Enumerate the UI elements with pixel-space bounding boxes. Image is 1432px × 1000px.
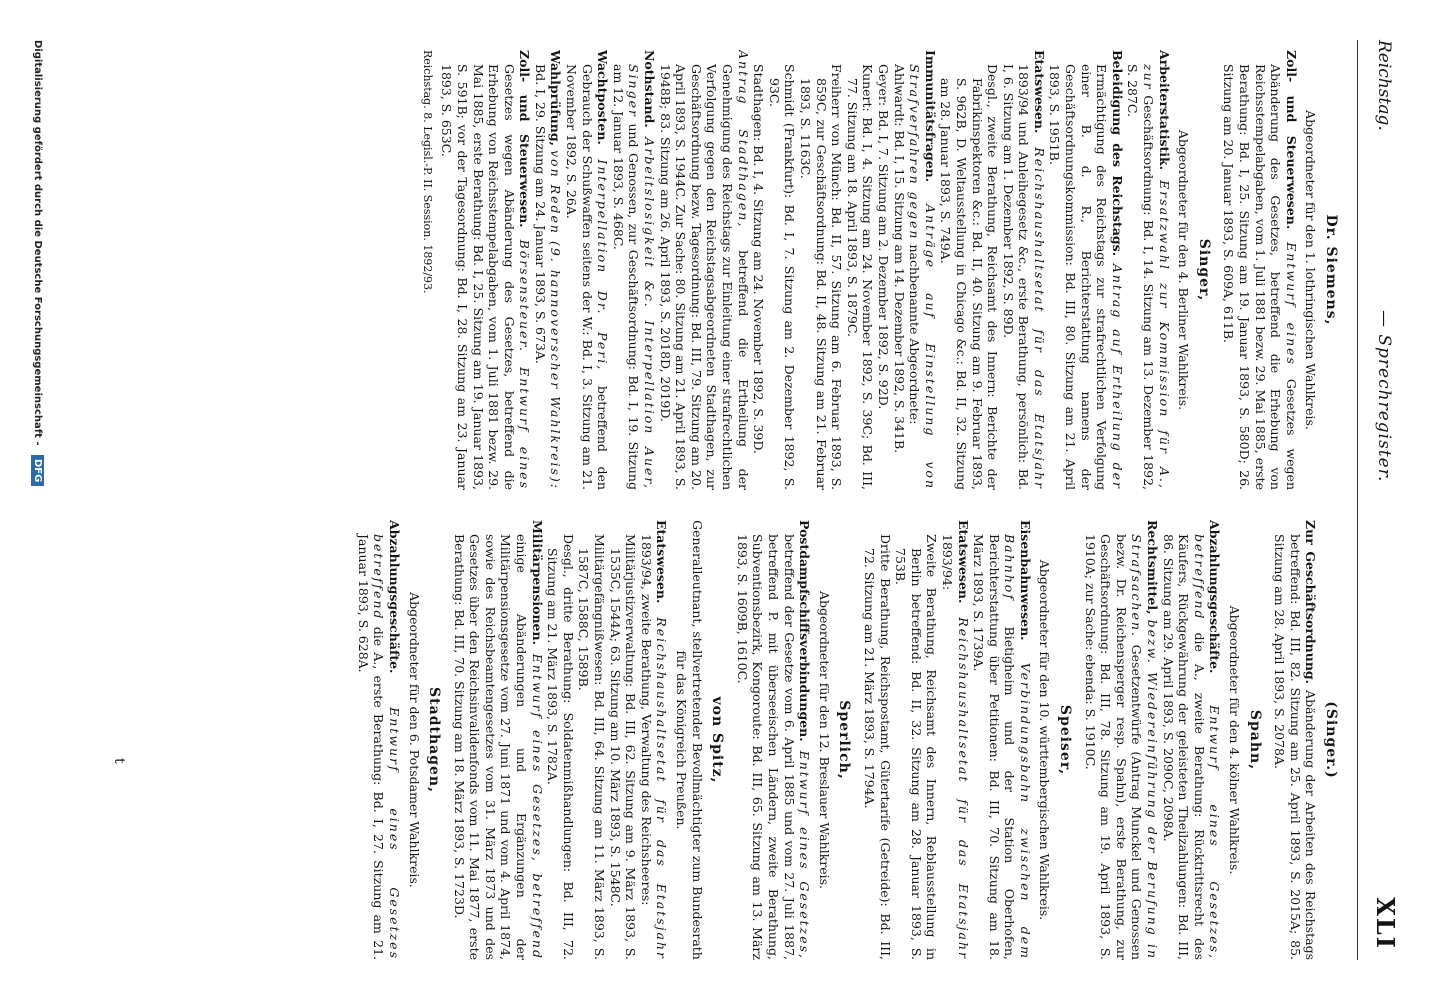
register-entry — [1125, 50, 1172, 490]
member-name: Sperlich, — [836, 700, 853, 780]
sub-entry: Militärgefängnißwesen: Bd. III, 64. Sitzung am 11. März 1893, S. 1587C, 1588C, 1589B. — [576, 534, 608, 960]
entry-keyword: Abzahlungsgeschäfte. — [386, 520, 402, 674]
sub-entry: Dritte Berathung, Reichspostamt, Gütertarife (Getreide): Bd. III, 72. Sitzung am 21. März 1893, S. 1794A. — [861, 534, 893, 960]
entry-keyword: Militärpensionen. — [529, 520, 545, 645]
member-role: Abgeordneter für den 6. Potsdamer Wahlkreis. — [406, 592, 422, 888]
sub-entry: Kunert: Bd. I, 4. Sitzung am 24. November 1892, S. 39C; Bd. III, 77. Sitzung am 18. April 1893, S. 1879C. — [844, 64, 876, 490]
register-entry — [610, 50, 657, 490]
member-name: Speiser, — [1057, 704, 1074, 776]
register-entry — [439, 50, 533, 490]
register-entry — [971, 520, 1033, 960]
register-entry — [939, 520, 970, 960]
entry-keyword: Zoll- und Steuerwesen. — [1283, 50, 1299, 230]
watermark-text: Digitalisierung gefördert durch die Deutsche Forschungsgemeinschaft - — [32, 40, 43, 446]
entry-keyword: Abzahlungsgeschäfte. — [1207, 520, 1223, 674]
entry-keyword: Nothstand. — [642, 50, 658, 128]
member-name: Singer, — [1195, 238, 1212, 302]
signature-line: Reichstag. 8. Legisl.-P. II. Session. 1892/93. — [420, 50, 434, 294]
entry-subject: Reichshaushaltsetat für das Etatsjahr — [1031, 147, 1047, 490]
entry-subject: von Reden (9. hannoverscher Wahlkreis): — [548, 150, 564, 490]
entry-text: betreffend der Gesetze vom 6. April 1885 und vom 27. Juli 1887, betreffend P. mit überseeischen Ländern, zweite Berathung, Subventionsbezirk, Kongoroute: Bd. III, 65. Sitzung am 13. März 1893, S. 1609B, 1610C. — [734, 534, 797, 960]
member-role: Abgeordneter für den 4. kölner Wahlkreis. — [1227, 605, 1243, 875]
entry-keyword: Zur Geschäftsordnung. — [1303, 520, 1319, 684]
page-number: XLI — [1371, 897, 1400, 950]
register-entry — [564, 50, 611, 490]
entry-text: nachbenannte Abgeordnete: — [907, 244, 923, 425]
page-header — [1362, 40, 1402, 960]
entry-text: betreffend den Gebrauch der Schußwaffen seitens der W.: Bd. I, 3. Sitzung am 21. November 1892, S. 26A. — [564, 64, 611, 490]
register-entry — [638, 520, 669, 960]
entry-keyword: Immunitätsfragen. — [922, 50, 938, 183]
register-entry — [1082, 520, 1160, 960]
header-rule — [1357, 40, 1358, 960]
entry-subject: bezw. Wiedereinführung der Berufung in Strafsachen. — [1129, 534, 1161, 960]
register-entry — [1000, 50, 1047, 490]
entry-subject: Anträge auf Einstellung von Strafverfahren gegen — [907, 64, 938, 490]
entry-keyword: Arbeiterstatistik. — [1156, 50, 1172, 171]
member-role: Abgeordneter für den 1. lothringischen Wahlkreis. — [1303, 110, 1319, 430]
member-role: Abgeordneter für den 12. Breslauer Wahlkreis. — [816, 590, 832, 890]
entry-text: Geschäftsordnung: Bd. I, 14. Sitzung am 13. Dezember 1892, S. 287C. — [1125, 64, 1157, 490]
entry-keyword: Beleidigung des Reichstags. — [1109, 50, 1125, 257]
register-entry — [532, 50, 563, 490]
entry-text: die A., zweite Berathung: Rücktrittsrecht des Käufers, Rückgewährung der geleisteten Theilzahlungen: Bd. III, 86. Sitzung am 29. April 1893, S. 2090C, 2098A. — [1160, 534, 1207, 960]
entry-subject: Antrag Stadthagen, — [735, 50, 751, 229]
sub-entry: Ahlwardt: Bd. I, 15. Sitzung am 14. Dezember 1892, S. 341B. — [891, 64, 907, 454]
entry-subject: Entwurf eines Gesetzes, — [797, 750, 813, 960]
entry-subject: Entwurf eines — [1283, 242, 1299, 366]
entry-text: Abänderung der Arbeiten des Reichstags betreffend: Bd. III, 82. Sitzung am 25. April 1893, S. 2015A; 85. Sitzung am 28. April 1893, S. 2078A. — [1272, 534, 1319, 960]
register-entry — [907, 50, 938, 490]
entry-subject: Entwurf eines Gesetzes, betreffend — [529, 653, 545, 960]
entry-subject: Interpellation Dr. Peri, — [595, 159, 611, 372]
entry-keyword: Etatswesen. — [1031, 50, 1047, 134]
entry-subject: Verbindungsbahn zwischen dem Bahnhof — [1002, 534, 1033, 960]
entry-text: betreffend die Ertheilung der Genehmigung des Reichstags zur Einleitung einer strafrechtlichen Verfolgung gegen den Reichstagsabgeordneten Stadthagen, zur Geschäftsordnung bezw. Tagesordnung: Bd. III, 79. Sitzung am 20. April 1893, S. 1944C. Zur Sache: 80. Sitzung am 21. April 1893, S. 1948B; 83. Sitzung am 26. April 1893, S. 2018D, 2019D. — [657, 64, 751, 490]
digitization-watermark — [31, 40, 44, 960]
entry-text: Gesetzentwürfe (Antrag Munckel und Genossen bezw. Dr. Reichensperger resp. Spahn), erste Berathung, zur Geschäftsordnung: Bd. III, 78. Sitzung am 19. April 1893, S. 1910A; zur Sache: ebenda: S. 1910C. — [1082, 534, 1145, 960]
entry-subject: Reichshaushaltsetat für das Etatsjahr — [955, 617, 971, 960]
entry-keyword: Rechtsmittel, — [1145, 520, 1161, 615]
sub-entry: Militärjustizverwaltung: Bd. III, 62. Sitzung am 9. März 1893, S. 1535C, 1544A; 63. Sitzung am 10. März 1893, S. 1548C. — [607, 534, 639, 960]
member-name: Spahn, — [1246, 709, 1263, 771]
entry-subject: Ersatzwahl zur Kommission für A., zur — [1141, 64, 1172, 490]
entry-subject: Reichshaushaltsetat für das Etatsjahr — [654, 617, 670, 960]
entry-text: Gesetzes wegen Abänderung des Gesetzes, betreffend die Erhebung von Reichsstempelabgaben, vom 1. Juli 1881 bezw. 29. Mai 1885, erste Berathung: Bd. I, 25. Sitzung am 19. Januar 1893, S. 591B; vor der Tagesordnung: Bd. I, 28. Sitzung am 23. Januar 1893, S. 653C. — [439, 64, 517, 490]
sub-entry: Freiherr von Münch: Bd. II, 57. Sitzung am 6. Februar 1893, S. 859C, zur Geschäftsordnung: Bd. II, 48. Sitzung am 21. Februar 1893, S. 1163C. — [798, 64, 845, 490]
sub-entry: Desgl., dritte Berathung: Soldatenmißhandlungen: Bd. III, 72. Sitzung am 21. März 1893, S. 1782A. — [545, 534, 576, 960]
sub-entry: Desgl., zweite Berathung, Reichsamt des Innern: Berichte der Fabrikinspektoren &c.: Bd. II, 40. Sitzung am 9. Februar 1893, S. 962B, D. Weltausstellung in Chicago &c.: Bd. II, 32. Sitzung am 28. Januar 1893, S. 749A. — [938, 64, 1001, 490]
entry-subject: Börsensteuer. Entwurf eines — [517, 239, 533, 490]
entry-text: Gesetzes wegen Abänderung des Gesetzes, betreffend die Erhebung von Reichsstempelabgaben, vom 1. Juli 1881 bezw. 29. Mai 1885, erste Berathung: Bd. I, 25. Sitzung am 19. Januar 1893, S. 580D; 26. Sitzung am 20. Januar 1893, S. 609A, 611B. — [1221, 64, 1299, 490]
right-column — [108, 520, 1348, 960]
register-entry — [1047, 50, 1125, 490]
entry-text: 1893/94, zweite Berathung, Verwaltung des Reichsheeres: — [638, 534, 654, 906]
member-name: Dr. Siemens, — [1323, 214, 1339, 326]
entry-text: Bietigheim und der Station Oberhofen, Berichterstattung über Petitionen: Bd. III, 70. Sitzung am 18. März 1893, S. 1739A. — [971, 534, 1018, 960]
register-entry — [734, 520, 812, 960]
register-entry — [1272, 520, 1319, 960]
footer-mark: t — [111, 758, 127, 764]
member-name: (Singer.) — [1323, 701, 1339, 779]
sub-entry: Stadthagen: Bd. I, 4. Sitzung am 24. November 1892, S. 39D. — [751, 64, 767, 454]
register-entry — [657, 50, 751, 490]
entry-text: einige Abänderungen und Ergänzungen der Militärpensionsgesetze vom 27. Juni 1871 und vom 4. April 1874, sowie des Reichsbeamtengesetzes vom 31. März 1873 und des Gesetzes über den Reichsinvalidenfonds vom 11. Mai 1877, erste Berathung: Bd. III, 70. Sitzung am 18. März 1893, S. 1723D. — [451, 534, 530, 960]
entry-text: 1893/94: — [939, 534, 955, 591]
entry-subject: Arbeitslosigkeit &c. Interpellation Auer, Singer — [626, 64, 658, 490]
entry-keyword: Wahlprüfung, — [548, 50, 564, 146]
member-role: Abgeordneter für den 10. württembergischen Wahlkreis. — [1037, 559, 1053, 921]
entry-subject: Entwurf eines Gesetzes betreffend — [371, 534, 402, 960]
entry-text: die A., erste Berathung: Bd. I, 27. Sitzung am 21. Januar 1893, S. 628A. — [355, 534, 387, 960]
entry-text: 1893/94 und Anleihegesetz &c., erste Berathung, persönlich: Bd. I, 6. Sitzung am 1. Dezember 1892, S. 89D. — [1000, 64, 1032, 490]
entry-keyword: Wachtposten. — [595, 50, 611, 145]
register-entry — [1221, 50, 1299, 490]
entry-text: Bd. I, 29. Sitzung am 24. Januar 1893, S. 673A. — [532, 64, 548, 364]
entry-keyword: Etatswesen. — [955, 520, 971, 604]
entry-keyword: Postdampfschiffsverbindungen. — [797, 520, 813, 742]
header-left: Reichstag. — [1374, 40, 1394, 131]
header-center: — Sprechregister. — [1374, 310, 1394, 483]
member-role: Generalleutnant, stellvertretender Bevollmächtigter zum Bundesrath für das Königreich Preußen. — [674, 520, 705, 960]
sub-entry: Zweite Berathung, Reichsamt des Innern, Reblausstellung in Berlin betreffend: Bd. II, 32. Sitzung am 28. Januar 1893, S. 753B. — [893, 534, 940, 960]
entry-subject: Entwurf eines Gesetzes, betreffend — [1191, 534, 1223, 960]
entry-text: Ermächtigung des Reichstags zur strafrechtlichen Verfolgung einer B. d. R., Berichterstattung namens der Geschäftsordnungskommission: Bd. III, 80. Sitzung am 21. April 1893, S. 1951B. — [1047, 64, 1110, 490]
entry-keyword: Eisenbahnwesen. — [1017, 520, 1033, 641]
member-role: Abgeordneter für den 4. Berliner Wahlkreis. — [1176, 129, 1192, 411]
register-entry — [451, 520, 545, 960]
register-entry — [1160, 520, 1222, 960]
register-entry — [355, 520, 402, 960]
entry-text: und Genossen, zur Geschäftsordnung: Bd. I, 19. Sitzung am 12. Januar 1893, S. 468C. — [610, 64, 642, 490]
entry-keyword: Etatswesen. — [654, 520, 670, 604]
sub-entry: Schmidt (Frankfurt): Bd. I, 7. Sitzung am 2. Dezember 1892, S. 93C. — [766, 64, 798, 490]
member-name: von Spitz, — [709, 696, 726, 784]
left-column — [108, 50, 1348, 490]
member-name: Stadthagen, — [426, 687, 443, 793]
entry-keyword: Zoll- und Steuerwesen. — [517, 50, 533, 228]
sub-entry: Geyer: Bd. I, 7. Sitzung am 2. Dezember 1892, S. 92D. — [875, 64, 891, 410]
entry-subject: Antrag auf Ertheilung der — [1109, 263, 1125, 490]
dfg-logo: DFG — [31, 455, 44, 486]
